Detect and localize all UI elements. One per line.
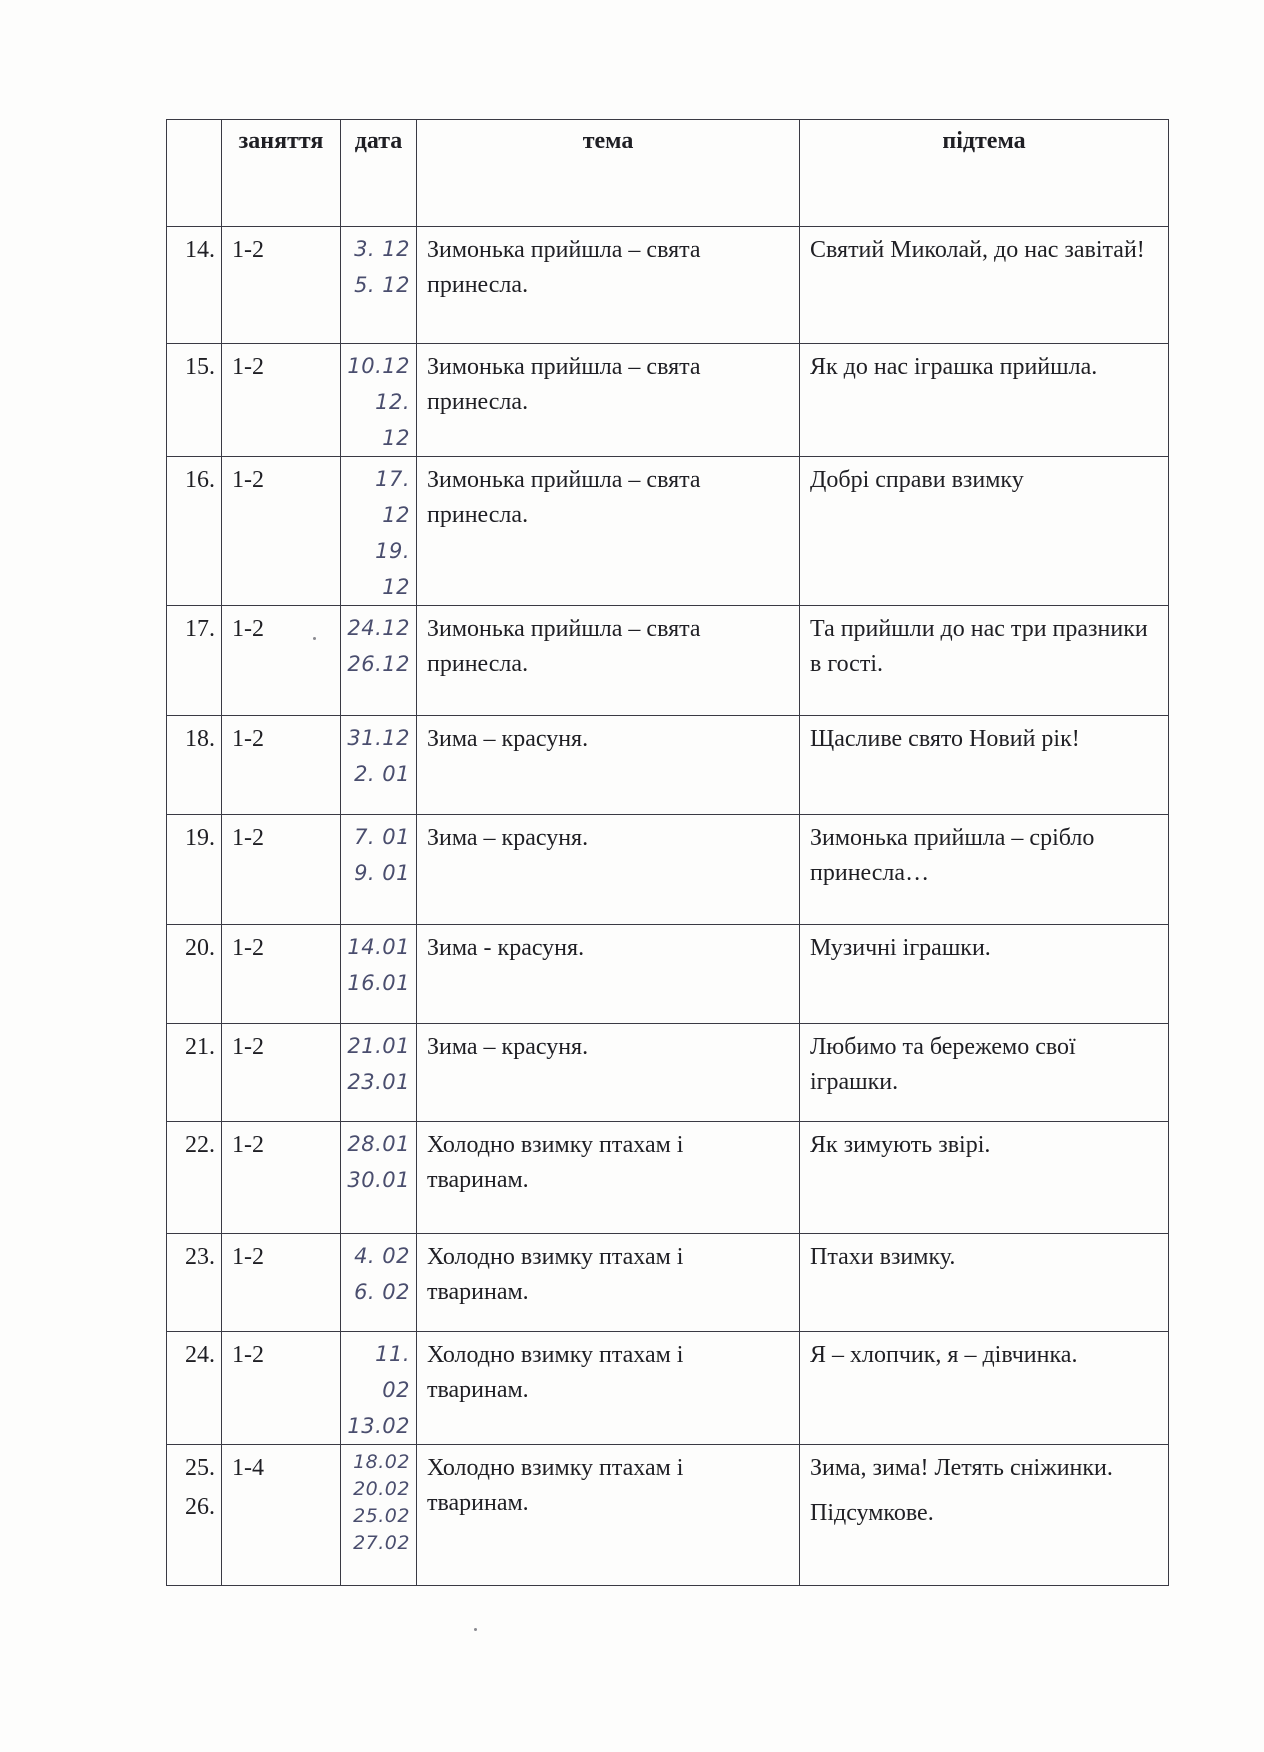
date-cell (341, 716, 417, 815)
table-row (167, 1234, 1169, 1332)
header-subtopic: підтема (800, 120, 1169, 227)
subtopic-text: Як до нас іграшка прийшла. (810, 354, 1098, 380)
row-number-text: 15. (185, 354, 215, 380)
date-cell (341, 606, 417, 716)
lesson-cell: 1-2 (222, 925, 341, 1024)
handwritten-date: 25.02 (353, 1505, 410, 1527)
table-row (167, 815, 1169, 925)
subtopic-text: Щасливе свято Новий рік! (810, 726, 1080, 752)
subtopic-cell (800, 1024, 1169, 1122)
header-date: дата (341, 120, 417, 227)
header-number (167, 120, 222, 227)
row-number (167, 344, 222, 457)
date-cell (341, 344, 417, 457)
handwritten-date: 13.02 (347, 1414, 410, 1438)
table-row (167, 344, 1169, 457)
handwritten-date: 2. 01 (354, 762, 410, 786)
subtopic-text: Святий Миколай, до нас завітай! (810, 237, 1145, 263)
topic-cell: Зимонька прийшла – свята принесла. (417, 606, 800, 716)
handwritten-date: 27.02 (353, 1532, 410, 1554)
row-number-text: 18. (185, 726, 215, 752)
row-number (167, 457, 222, 606)
table-row (167, 1445, 1169, 1586)
topic-cell: Зима – красуня. (417, 1024, 800, 1122)
handwritten-date: 28.01 (347, 1132, 410, 1156)
subtopic-text: Зимонька прийшла – срібло принесла… (810, 825, 1095, 886)
table-row (167, 606, 1169, 716)
handwritten-date: 6. 02 (354, 1280, 410, 1304)
subtopic-text: Як зимують звірі. (810, 1132, 991, 1158)
date-cell (341, 815, 417, 925)
subtopic-cell (800, 716, 1169, 815)
table-row (167, 925, 1169, 1024)
subtopic-cell (800, 227, 1169, 344)
subtopic-text: Добрі справи взимку (810, 467, 1024, 493)
row-number-text: 26. (185, 1494, 215, 1520)
row-number (167, 1445, 222, 1586)
date-cell (341, 925, 417, 1024)
row-number-text: 20. (185, 935, 215, 961)
handwritten-date: 26.12 (347, 652, 410, 676)
handwritten-date: 9. 01 (354, 861, 410, 885)
topic-cell: Холодно взимку птахам і тваринам. (417, 1332, 800, 1445)
date-cell (341, 1445, 417, 1586)
row-number-text: 23. (185, 1244, 215, 1270)
topic-cell: Зимонька прийшла – свята принесла. (417, 457, 800, 606)
date-cell (341, 227, 417, 344)
lesson-cell: 1-2 (222, 815, 341, 925)
paper-speck (474, 1628, 477, 1631)
table-row (167, 227, 1169, 344)
lesson-cell: 1-2 (222, 344, 341, 457)
lesson-cell: 1-2 (222, 1332, 341, 1445)
handwritten-date: 5. 12 (354, 273, 410, 297)
topic-cell: Зимонька прийшла – свята принесла. (417, 227, 800, 344)
subtopic-cell (800, 457, 1169, 606)
subtopic-cell (800, 1332, 1169, 1445)
lesson-plan-table (166, 119, 1169, 1586)
subtopic-cell (800, 925, 1169, 1024)
lesson-cell: 1-2 (222, 1234, 341, 1332)
table-row (167, 1332, 1169, 1445)
topic-cell: Холодно взимку птахам і тваринам. (417, 1445, 800, 1586)
subtopic-cell (800, 1122, 1169, 1234)
subtopic-text: Я – хлопчик, я – дівчинка. (810, 1342, 1078, 1368)
table-row (167, 716, 1169, 815)
row-number-text: 24. (185, 1342, 215, 1368)
date-cell (341, 1122, 417, 1234)
subtopic-text: Та прийшли до нас три празники в гості. (810, 616, 1148, 677)
topic-cell: Зима – красуня. (417, 815, 800, 925)
row-number (167, 1234, 222, 1332)
table-row (167, 1024, 1169, 1122)
handwritten-date: 19. 12 (375, 539, 410, 599)
date-cell (341, 457, 417, 606)
handwritten-date: 17. 12 (375, 467, 410, 527)
handwritten-date: 11. 02 (375, 1342, 410, 1402)
lesson-cell: 1-2 (222, 606, 341, 716)
lesson-cell: 1-2 (222, 1122, 341, 1234)
handwritten-date: 23.01 (347, 1070, 410, 1094)
row-number (167, 925, 222, 1024)
lesson-cell: 1-2 (222, 716, 341, 815)
handwritten-date: 4. 02 (354, 1244, 410, 1268)
row-number (167, 1122, 222, 1234)
subtopic-text: Птахи взимку. (810, 1244, 956, 1270)
handwritten-date: 21.01 (347, 1034, 410, 1058)
row-number-text: 19. (185, 825, 215, 851)
table-row (167, 457, 1169, 606)
topic-cell: Зимонька прийшла – свята принесла. (417, 344, 800, 457)
header-lesson: заняття (222, 120, 341, 227)
lesson-cell: 1-2 (222, 227, 341, 344)
topic-cell: Холодно взимку птахам і тваринам. (417, 1234, 800, 1332)
line-gap (810, 1486, 1158, 1496)
row-number-text: 16. (185, 467, 215, 493)
row-number-text: 21. (185, 1034, 215, 1060)
handwritten-date: 24.12 (347, 616, 410, 640)
subtopic-cell (800, 815, 1169, 925)
row-number (167, 606, 222, 716)
date-cell (341, 1024, 417, 1122)
handwritten-date: 3. 12 (354, 237, 410, 261)
row-number-text: 25. (185, 1455, 215, 1481)
handwritten-date: 18.02 (353, 1451, 410, 1473)
row-number-text: 17. (185, 616, 215, 642)
lesson-cell: 1-2 (222, 1024, 341, 1122)
handwritten-date: 12. 12 (375, 390, 410, 450)
subtopic-text: Зима, зима! Летять сніжинки. (810, 1455, 1113, 1481)
handwritten-date: 30.01 (347, 1168, 410, 1192)
lesson-cell: 1-2 (222, 457, 341, 606)
row-number-text: 22. (185, 1132, 215, 1158)
handwritten-date: 20.02 (353, 1478, 410, 1500)
subtopic-cell (800, 606, 1169, 716)
date-cell (341, 1234, 417, 1332)
row-number (167, 227, 222, 344)
handwritten-date: 16.01 (347, 971, 410, 995)
handwritten-date: 7. 01 (354, 825, 410, 849)
subtopic-cell (800, 344, 1169, 457)
row-number (167, 1332, 222, 1445)
handwritten-date: 31.12 (347, 726, 410, 750)
subtopic-text: Підсумкове. (810, 1500, 934, 1526)
topic-cell: Зима – красуня. (417, 716, 800, 815)
date-cell (341, 1332, 417, 1445)
paper-speck (313, 637, 316, 640)
row-number-text: 14. (185, 237, 215, 263)
subtopic-cell (800, 1234, 1169, 1332)
subtopic-text: Любимо та бережемо свої іграшки. (810, 1034, 1076, 1095)
header-topic: тема (417, 120, 800, 227)
topic-cell: Зима - красуня. (417, 925, 800, 1024)
row-number (167, 815, 222, 925)
topic-cell: Холодно взимку птахам і тваринам. (417, 1122, 800, 1234)
header-row (167, 120, 1169, 227)
subtopic-text: Музичні іграшки. (810, 935, 991, 961)
handwritten-date: 10.12 (347, 354, 410, 378)
handwritten-date: 14.01 (347, 935, 410, 959)
subtopic-cell (800, 1445, 1169, 1586)
lesson-cell: 1-4 (222, 1445, 341, 1586)
table-row (167, 1122, 1169, 1234)
row-number (167, 1024, 222, 1122)
row-number (167, 716, 222, 815)
